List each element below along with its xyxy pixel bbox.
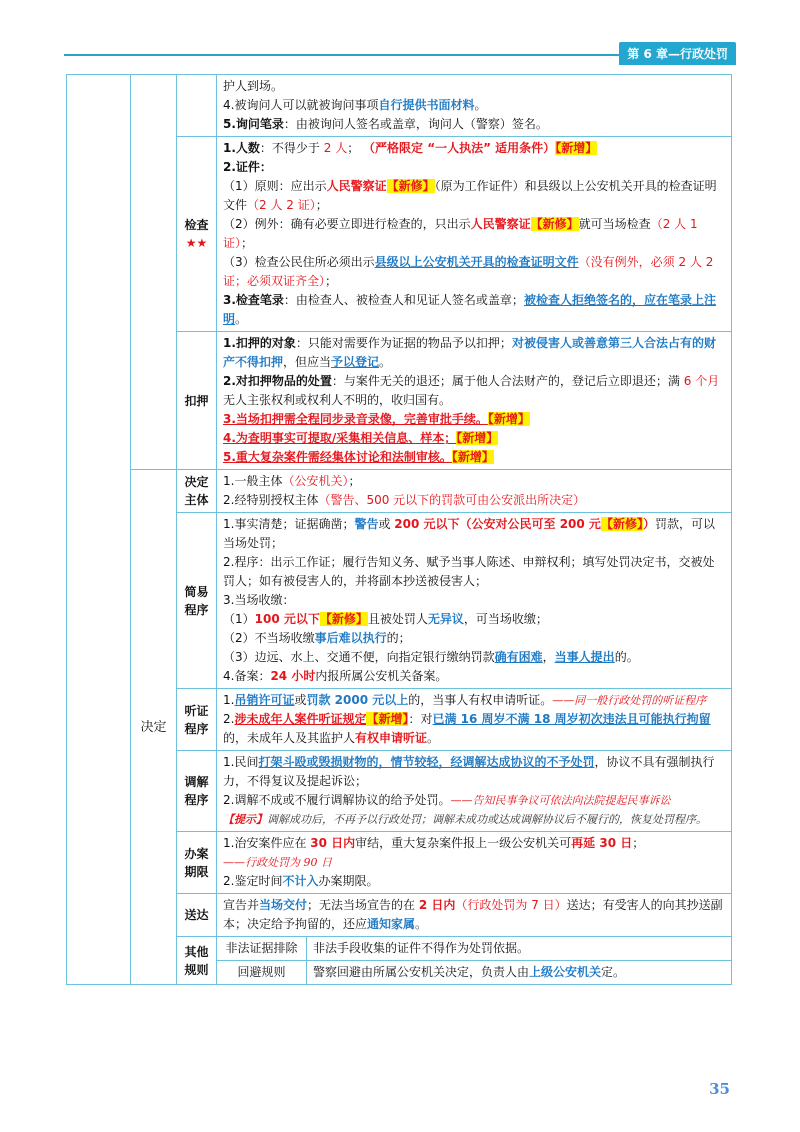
- other-sub-1: 非法证据排除: [217, 937, 307, 961]
- period-content: 1.治安案件应在 30 日内审结，重大复杂案件报上一级公安机关可再延 30 日； ——行政处罚为 90 日 2.鉴定时间不计入办案期限。: [217, 832, 732, 894]
- other-text-1: 非法手段收集的证件不得作为处罚依据。: [307, 937, 732, 961]
- simple-content: 1.事实清楚；证据确凿；警告或 200 元以下（公安对公民可至 200 元【新修】）罚款，可以当场处罚； 2.程序：出示工作证；履行告知义务、赋予当事人陈述、申辩权利；填写处罚决定书，交被处罚人；如有被侵害人的，并将副本抄送被侵害人； 3.当场收缴： （1）100 元以下【新修】且被处罚人无异议，可当场收缴； （2）不当场收缴事后难以执行的； （3）边远、水上、交通不便，向指定银行缴纳罚款确有困难，当事人提出的。 4.备案：24 小时内报所属公安机关备案。: [217, 513, 732, 689]
- main-table: [66, 74, 732, 985]
- level2-empty-upper: [131, 75, 177, 470]
- other-sub-2: 回避规则: [217, 961, 307, 985]
- importance-stars: ★★: [185, 236, 208, 250]
- subject-label: 决定主体: [177, 470, 217, 513]
- hearing-label: 听证程序: [177, 689, 217, 751]
- check-label: 检查 ★★: [177, 137, 217, 332]
- deliver-content: 宣告并当场交付；无法当场宣告的在 2 日内（行政处罚为 7 日）送达；有受害人的向其抄送副本；决定给予拘留的，还应通知家属。: [217, 894, 732, 937]
- row-subject: [67, 470, 732, 513]
- page-number: 35: [709, 1080, 730, 1098]
- deliver-label: 送达: [177, 894, 217, 937]
- seize-label: 扣押: [177, 332, 217, 470]
- left-empty-col: [67, 75, 131, 985]
- subject-content: 1.一般主体（公安机关）； 2.经特别授权主体（警告、500 元以下的罚款可由公安派出所决定）: [217, 470, 732, 513]
- inquiry-label: [177, 75, 217, 137]
- inquiry-content: 护人到场。 4.被询问人可以就被询问事项自行提供书面材料。 5.询问笔录：由被询问人签名或盖章，询问人（警察）签名。: [217, 75, 732, 137]
- hearing-content: 1.吊销许可证或罚款 2000 元以上的，当事人有权申请听证。——同一般行政处罚的听证程序 2.涉未成年人案件听证规定【新增】：对已满 16 周岁不满 18 周岁初次违法且可能执行拘留的，未成年人及其监护人有权申请听证。: [217, 689, 732, 751]
- other-label: 其他规则: [177, 937, 217, 985]
- other-text-2: 警察回避由所属公安机关决定，负责人由上级公安机关定。: [307, 961, 732, 985]
- simple-label: 简易程序: [177, 513, 217, 689]
- seize-content: 1.扣押的对象：只能对需要作为证据的物品予以扣押；对被侵害人或善意第三人合法占有的财产不得扣押，但应当予以登记。 2.对扣押物品的处置：与案件无关的退还；属于他人合法财产的，登记后立即退还；满 6 个月无人主张权利或权利人不明的，收归国有。 3.当场扣押需全程同步录音录像，完善审批手续。【新增】 4.为查明事实可提取/采集相关信息、样本；【新增】 5.重大复杂案件需经集体讨论和法制审核。【新增】: [217, 332, 732, 470]
- mediate-content: 1.民间打架斗殴或毁损财物的，情节较轻，经调解达成协议的不予处罚，协议不具有强制执行力，不得复议及提起诉讼； 2.调解不成或不履行调解协议的给予处罚。——告知民事争议可依法向法院提起民事诉讼 【提示】调解成功后，不再予以行政处罚；调解未成功或达成调解协议后不履行的，恢复处罚程序。: [217, 751, 732, 832]
- period-label: 办案期限: [177, 832, 217, 894]
- chapter-tag: 第 6 章—行政处罚: [619, 42, 736, 65]
- check-content: 1.人数：不得少于 2 人； （严格限定 “一人执法” 适用条件）【新增】 2.证件： （1）原则：应出示人民警察证【新修】（原为工作证件）和县级以上公安机关开具的检查证明文件（2 人 2 证）； （2）例外：确有必要立即进行检查的，只出示人民警察证【新修】就可当场检查（2 人 1 证）； （3）检查公民住所必须出示县级以上公安机关开具的检查证明文件（没有例外，必须 2 人 2 证；必须双证齐全）； 3.检查笔录：由检查人、被检查人和见证人签名或盖章；被检查人拒绝签名的，应在笔录上注明。: [217, 137, 732, 332]
- row-inquiry: [67, 75, 732, 137]
- decision-label: 决定: [131, 470, 177, 985]
- mediate-label: 调解程序: [177, 751, 217, 832]
